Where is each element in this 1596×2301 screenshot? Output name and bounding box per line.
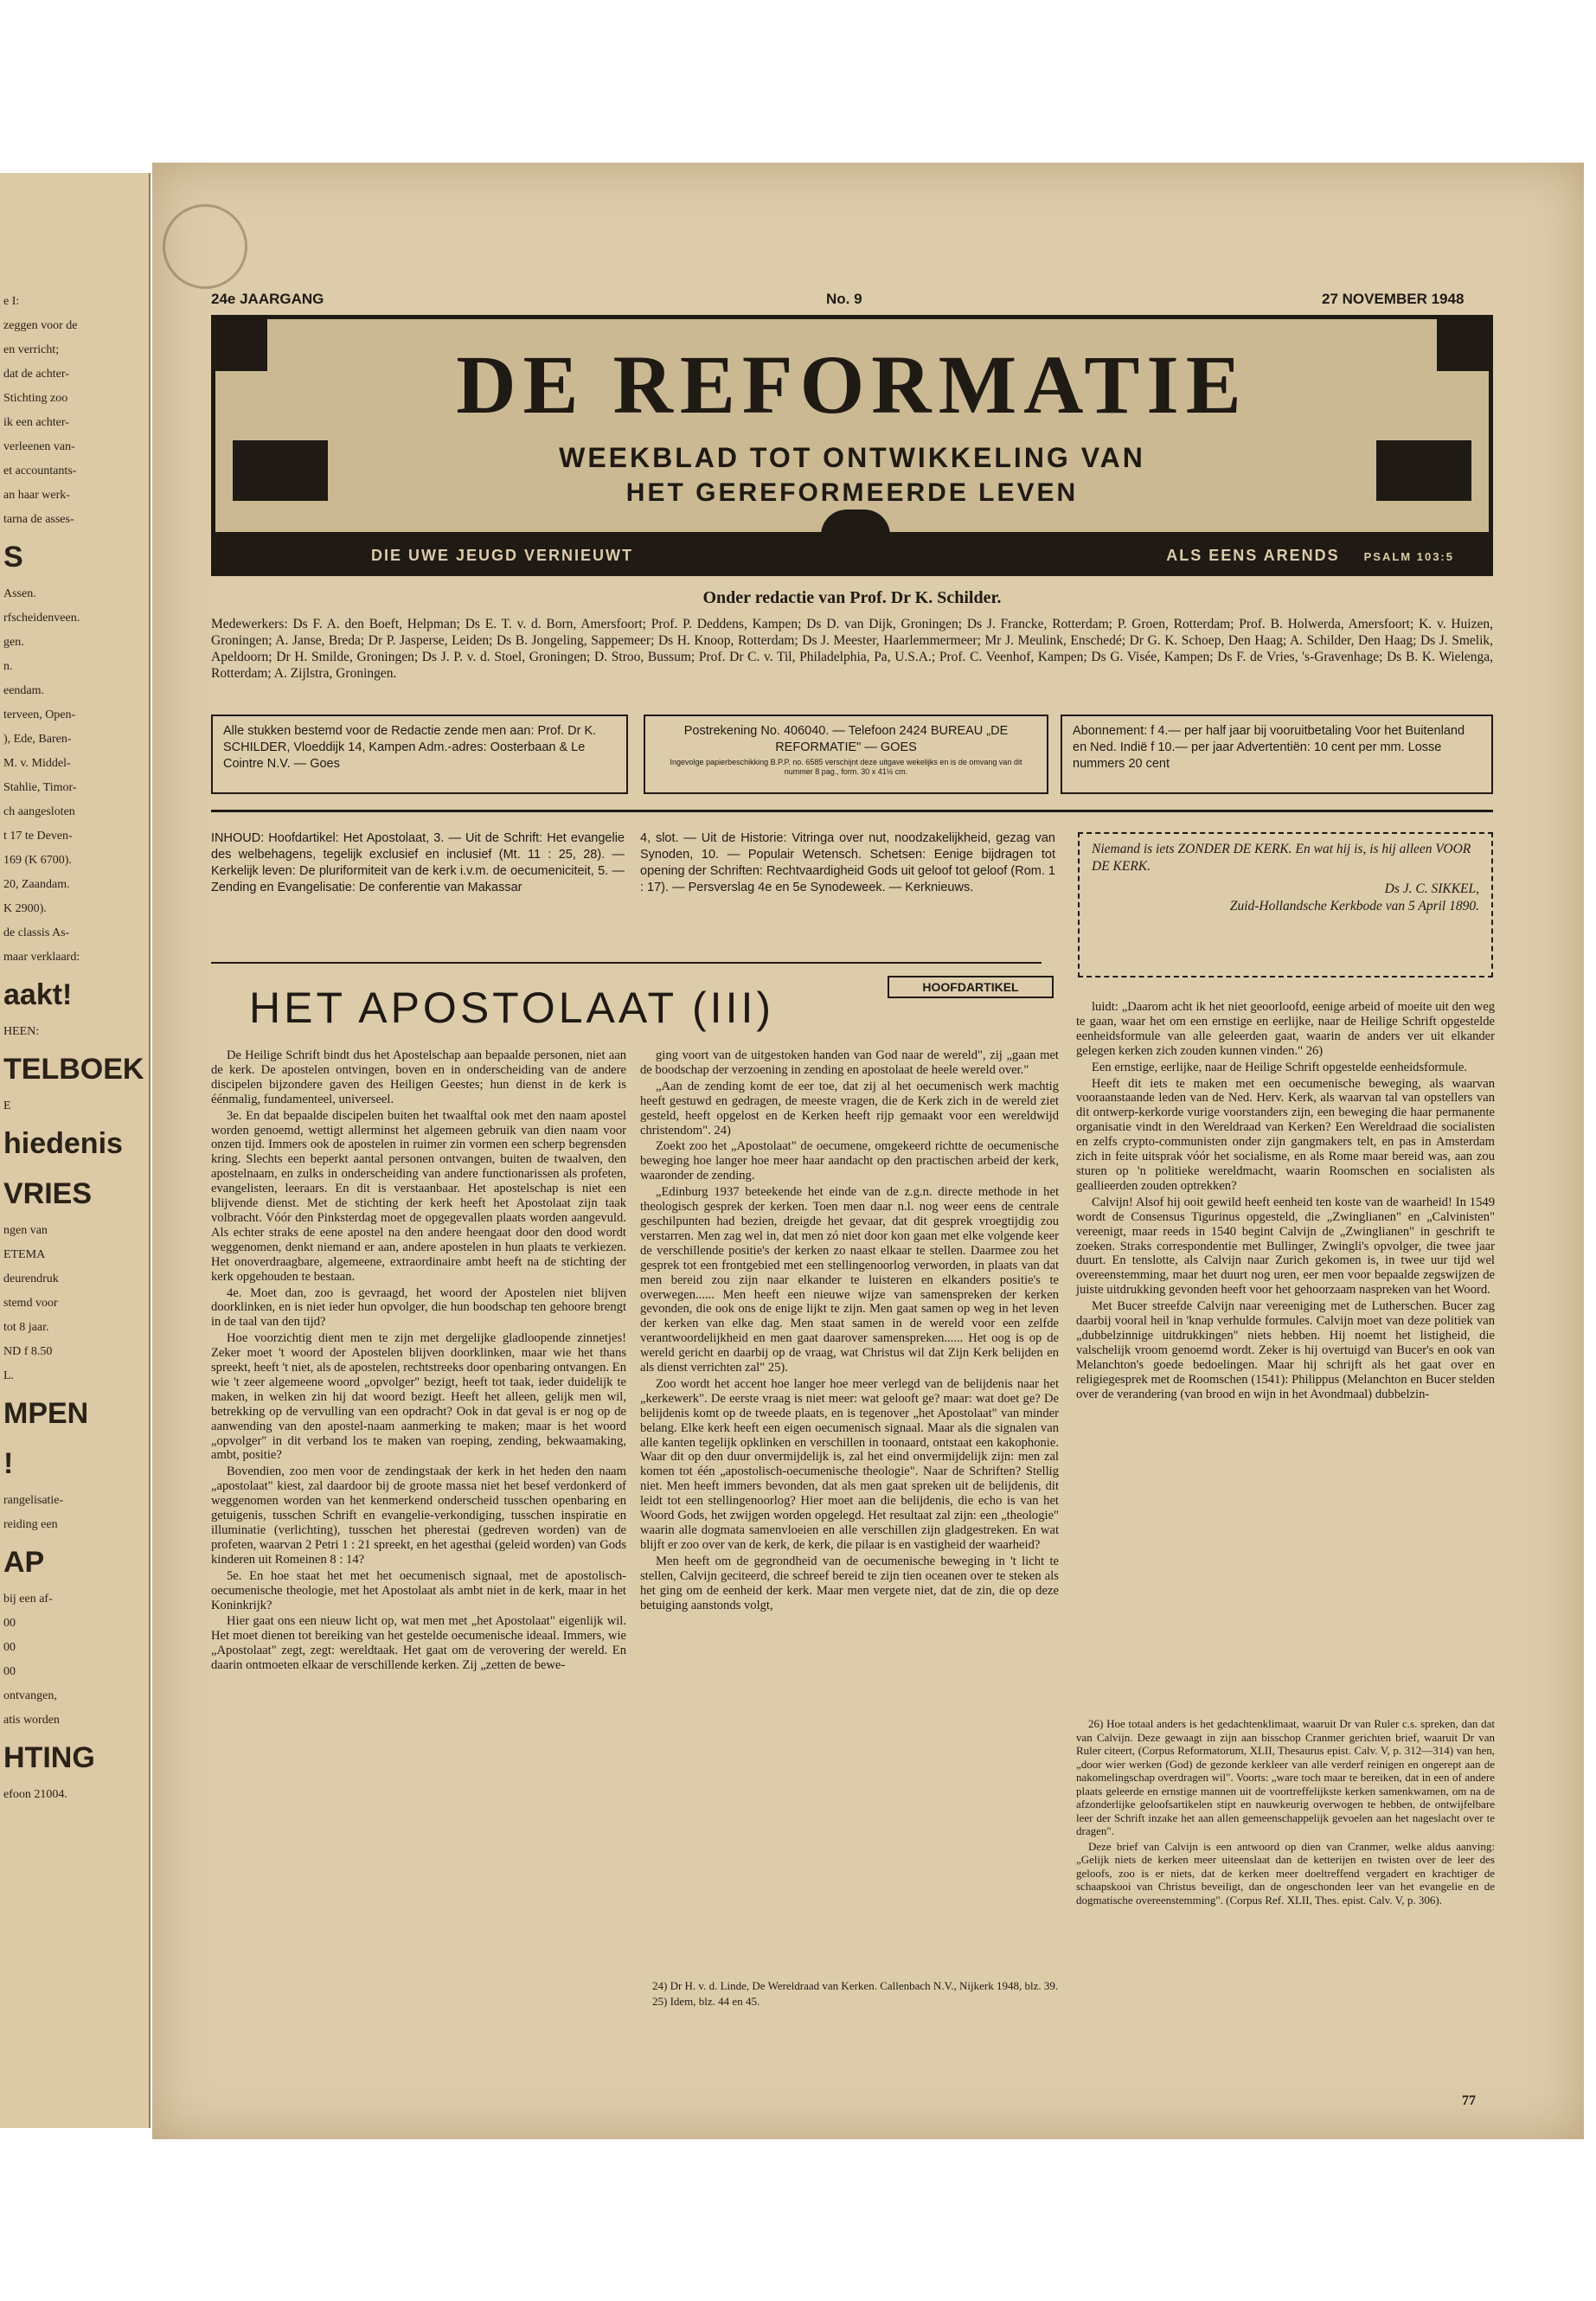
motto-right bbox=[1166, 547, 1454, 565]
article-paragraph: 5e. En hoe staat het met het oecumenisch signaal, met de apostolisch-oecumenische theologie, met het Apostolaat als ambt niet in de kerk, maar in het Koninkrijk? bbox=[211, 1568, 626, 1612]
edge-text-line: tarna de asses- bbox=[3, 513, 74, 526]
footnote: 25) Idem, blz. 44 en 45. bbox=[652, 1994, 760, 2008]
edge-text-line: rfscheidenveen. bbox=[3, 612, 80, 625]
article-column-3 bbox=[1076, 1000, 1495, 1403]
issue-date: 27 NOVEMBER 1948 bbox=[1322, 291, 1465, 307]
edge-text-line: hiedenis bbox=[3, 1127, 123, 1160]
quote-text: Niemand is iets ZONDER DE KERK. En wat hij is, is hij alleen VOOR DE KERK. bbox=[1092, 842, 1471, 874]
edge-text-line: 00 bbox=[3, 1641, 16, 1654]
masthead bbox=[211, 315, 1493, 576]
article-paragraph: 3e. En dat bepaalde discipelen buiten het twaalftal ook met den naam apostel worden genoemd, wettigt allerminst het algemeen gebruik van dien naam voor onzen tijd. Immers ook de apostelen in ruimer zin vormen een scherp begrensden kring. Slechts een beperkt aantal personen ontvangen, buiten de twaalven, den apostelnaam, en zulks in onderscheiding van andere functionarissen als profeten, evangelisten, leeraars. En dit is verstaanbaar. Het apostelschap is niet een blijvende dienst. Met de stichting der kerk heeft het Apostolaat zijn taak volbracht. Vóór den Pinksterdag moet de opgegevallen plaats worden aangevuld. Als echter straks de eene apostel na den andere heengaat door den dood wordt weggenomen, denkt niemand er aan, andere apostelen in hun plaats te verkiezen. Het onoverdraagbare, algemeene, extraordinaire ambt heeft na de stichting der kerk opgehouden te bestaan. bbox=[211, 1108, 626, 1284]
footnotes-column-3 bbox=[1076, 1717, 1495, 1908]
masthead-subtitle-2: HET GEREFORMEERDE LEVEN bbox=[625, 478, 1079, 507]
edge-text-line: ch aangesloten bbox=[3, 805, 75, 818]
edge-text-line: terveen, Open- bbox=[3, 708, 76, 721]
article-paragraph: Hier gaat ons een nieuw licht op, wat men met „het Apostolaat" eigenlijk wil. Het moet dienen tot bereiking van het gestelde oecumenische ideaal. Immers, wie „Apostolaat" zegt, zegt: wereldtaak. Het gaat om de verovering der wereld. En daarin ontmoeten elkaar de verschillende kerken. Zij „zetten de bewe- bbox=[211, 1614, 626, 1673]
edge-text-line: stemd voor bbox=[3, 1297, 58, 1310]
masthead-title: DE REFORMATIE bbox=[456, 338, 1248, 431]
contents-left: INHOUD: Hoofdartikel: Het Apostolaat, 3. — Uit de Schrift: Het evangelie des welbehagens, tegelijk exclusief en inclusief (Mt. 11 : 25, 28). — Kerkelijk leven: De pluriformiteit van de kerk i.v.m. de oecumeniciteit, 5. — Zending en Evangelisatie: De conferentie van Makassar bbox=[211, 831, 625, 894]
edge-text-line: reiding een bbox=[3, 1518, 58, 1531]
edge-text-line: e I: bbox=[3, 295, 20, 308]
edge-text-line: E bbox=[3, 1099, 11, 1112]
footnote: 24) Dr H. v. d. Linde, De Wereldraad van Kerken. Callenbach N.V., Nijkerk 1948, blz. 39. bbox=[652, 1979, 1059, 1992]
page-number: 77 bbox=[1462, 2093, 1476, 2108]
quote-source: Zuid-Hollandsche Kerkbode van 5 April 1890. bbox=[1229, 899, 1479, 913]
edge-text-line: S bbox=[3, 541, 23, 574]
footnotes-column-2 bbox=[640, 1979, 1059, 2009]
section-label: HOOFDARTIKEL bbox=[888, 976, 1054, 998]
divider-rule bbox=[211, 810, 1493, 812]
subscription-box: Abonnement: f 4.— per half jaar bij vooruitbetaling Voor het Buitenland en Ned. Indië f 10.— per jaar Advertentiën: 10 cent per mm. Losse nummers 20 cent bbox=[1061, 715, 1493, 794]
article-paragraph: „Edinburg 1937 beteekende het einde van de z.g.n. directe methode in het theologisch gesprek der kerken. Toen men daar n.l. nog weer eens de centrale geschilpunten had bezien, dreigde het gevaar, dat dit gesprek vroegtijdig zou verstarren. Men zag wel in, dat men zó niet door kon gaan met elke volgende keer de verschillende positie's der kerken zo naast elkaar te stellen. Daarmee zou het gesprek tot een frontgebied met een stellingenoorlog verworden, in plaats van dat men bereid zou zijn naar elkander te luisteren en elkanders positie's te overwegen...... Men heeft een nieuwe wijze van samenspreken der kerken gevonden, die ook ons de enige lijkt te zijn. Men gaat samen op weg in het leven der kerken van elke dag. Men staat samen in de wereld voor een zelfde verantwoordelijkheid en men gaat daarover samenspreken...... Het oog is op de wereld gericht en daarbij op de vraag, wat Christus wil dat Zijn Kerk belijden en als dienst verrichten zal" 25). bbox=[640, 1185, 1059, 1375]
edge-text-line: ontvangen, bbox=[3, 1689, 57, 1702]
edge-text-line: MPEN bbox=[3, 1397, 89, 1430]
editorial-address-box: Alle stukken bestemd voor de Redactie zende men aan: Prof. Dr K. SCHILDER, Vloeddijk 14, Kampen Adm.-adres: Oosterbaan & Le Cointre N.V. — Goes bbox=[211, 715, 628, 794]
article-paragraph: „Aan de zending komt de eer toe, dat zij al het oecumenisch werk machtig heeft gestuwd en gedragen, de meeste vragen, die de Kerk zich in de wereld ziet gesteld, heeft opgelost en de Kerken heeft rijp gemaakt voor een wereldwijd christendom". 24) bbox=[640, 1079, 1059, 1138]
quote-box bbox=[1078, 832, 1493, 977]
edge-text-line: AP bbox=[3, 1546, 45, 1579]
library-stamp bbox=[163, 204, 247, 289]
edge-text-line: t 17 te Deven- bbox=[3, 830, 73, 843]
postal-account-box bbox=[644, 715, 1048, 794]
edge-text-line: dat de achter- bbox=[3, 368, 69, 381]
article-paragraph: Calvijn! Alsof hij ooit gewild heeft eenheid ten koste van de waarheid! In 1549 wordt de Consensus Tigurinus opgesteld, die „Zwinglianen" en „Calvinisten" vereenigt, maar reeds in 1540 begint Calvijn de „Zwinglianen" in geschrift te zoeken. Straks correspondentie met Bullinger, Zwingli's opvolger, die twee jaar duurt. En tenslotte, als Calvijn naar Zurich gekomen is, in twee uur tijd wel overeenstemming, maar het duurt nog uren, eer men voor bepaalde zegswijzen de juiste uitdrukking gevonden heeft voor het gehoorzaam naspreken van het Woord. bbox=[1076, 1195, 1495, 1298]
article-column-2 bbox=[640, 1048, 1059, 1614]
quote-author: Ds J. C. SIKKEL, bbox=[1384, 881, 1479, 896]
edge-text-line: tot 8 jaar. bbox=[3, 1321, 49, 1334]
edge-text-line: maar verklaard: bbox=[3, 951, 80, 964]
edge-text-line: HEEN: bbox=[3, 1025, 40, 1038]
edge-text-line: en verricht; bbox=[3, 343, 60, 356]
edge-text-line: Stahlie, Timor- bbox=[3, 781, 77, 794]
volume-label: 24e JAARGANG bbox=[211, 291, 324, 307]
article-paragraph: Heeft dit iets te maken met een oecumenische beweging, als waarvan vooraanstaande leden van de Ned. Herv. Kerk, als waarvan tal van opstellers van dit ontwerp-kerkorde vurige voorstanders zijn, een beweging die haar permanente organisatie vindt in den Wereldraad van Kerken? Een Wereldraad die socialisten en zelfs crypto-communisten onder zijn gangmakers telt, en pas in Amsterdam zich in feite uitsprak vóór het socialisme, en als Rome maar bereid was, aan zou sturen op 'n politieke wereldmacht, waarin Roomschen en socialisten als geallieerden zouden optrekken? bbox=[1076, 1076, 1495, 1193]
editor-line: Onder redactie van Prof. Dr K. Schilder. bbox=[702, 588, 1002, 607]
edge-text-line: bij een af- bbox=[3, 1593, 53, 1606]
motto-right-text: ALS EENS ARENDS bbox=[1166, 547, 1340, 564]
edge-text-line: TELBOEK bbox=[3, 1053, 144, 1086]
edge-text-line: ngen van bbox=[3, 1224, 48, 1237]
edge-text-line: Assen. bbox=[3, 587, 36, 600]
edge-text-line: 20, Zaandam. bbox=[3, 878, 70, 891]
article-headline: HET APOSTOLAAT (III) bbox=[249, 984, 775, 1032]
article-paragraph: Met Bucer streefde Calvijn naar vereeniging met de Lutherschen. Bucer zag daarbij vooral heil in 'knap verhulde formules. Calvijn moet van deze politiek van „dubbelzinnige uitdrukkingen" niets hebben. Hij noemt het listigheid, die valschelijk vroom genoemd wordt. Zeker is hij overtuigd van Bucer's en ook van Melanchton's goede bedoelingen. Maar hij schrijft als het gaat over en religiegesprek met de Roomschen (1541): Philippus (Melanchton en Bucer stelden over de verandering (van brood en wijn in het Avondmaal) dubbelzin- bbox=[1076, 1299, 1495, 1401]
edge-text-line: an haar werk- bbox=[3, 489, 70, 502]
edge-text-line: zeggen voor de bbox=[3, 319, 78, 332]
edge-text-line: Stichting zoo bbox=[3, 392, 68, 405]
postal-account-text: Postrekening No. 406040. — Telefoon 2424 BUREAU „DE REFORMATIE" — GOES bbox=[683, 724, 1009, 754]
edge-text-line: et accountants- bbox=[3, 465, 77, 478]
previous-page-edge bbox=[0, 173, 151, 2128]
edge-text-line: 00 bbox=[3, 1665, 16, 1678]
article-paragraph: ging voort van de uitgestoken handen van God naar de wereld", zij „gaan met de boodschap der verzoening in zending en apostolaat de heele wereld over." bbox=[640, 1048, 1059, 1077]
edge-text-line: rangelisatie- bbox=[3, 1494, 64, 1507]
edge-text-line: ND f 8.50 bbox=[3, 1345, 53, 1358]
article-paragraph: De Heilige Schrift bindt dus het Apostelschap aan bepaalde personen, niet aan de kerk. De apostelen ontvingen, boven en in onderscheiding van de andere discipelen bijzondere gaven des Heiligen Geestes; hun dienst in de kerk is éénmalig, fundamenteel, universeel. bbox=[211, 1048, 626, 1106]
issue-number: No. 9 bbox=[826, 291, 862, 307]
motto-reference: PSALM 103:5 bbox=[1363, 550, 1454, 563]
edge-text-line: atis worden bbox=[3, 1714, 60, 1727]
edge-text-line: eendam. bbox=[3, 684, 45, 697]
edge-text-line: n. bbox=[3, 660, 13, 673]
edge-text-line: de classis As- bbox=[3, 926, 70, 939]
article-column-1 bbox=[211, 1048, 626, 1675]
divider-rule-2 bbox=[211, 962, 1042, 964]
edge-text-line: ETEMA bbox=[3, 1248, 46, 1261]
edge-text-line: 169 (K 6700). bbox=[3, 854, 72, 867]
edge-text-line: deurendruk bbox=[3, 1272, 59, 1285]
article-paragraph: Zoekt zoo het „Apostolaat" de oecumene, omgekeerd richtte de oecumenische beweging hoe langer hoe meer haar aandacht op den practischen arbeid der kerk, waaronder de zending. bbox=[640, 1139, 1059, 1183]
paper-permit-note: Ingevolge papierbeschikking B.P.P. no. 6585 verschijnt deze uitgave wekelijks en is de omvang van dit nummer 8 pag., form. 30 x 41½ cm. bbox=[670, 758, 1022, 776]
article-paragraph: Een ernstige, eerlijke, naar de Heilige Schrift opgestelde eenheidsformule. bbox=[1092, 1060, 1467, 1074]
edge-text-line: ! bbox=[3, 1447, 14, 1480]
edge-text-line: M. v. Middel- bbox=[3, 757, 71, 770]
footnote: 26) Hoe totaal anders is het gedachtenklimaat, waaruit Dr van Ruler c.s. spreken, dan dat van Calvijn. Deze gewaagt in zijn aan bisschop Cranmer gerichten brief, waaruit Dr van Ruler citeert, (Corpus Reformatorum, XLII, Thesaurus epist. Calv. V, p. 312—314) van hen, „door wier werken (God) de gezonde kerkleer van alle verderf reinigen en ongerept aan de nakomelingschap overdragen wil". Voorts: „ware toch maar te bereiken, dat in een of andere plaats geleerde en ernstige mannen uit de voortreffelijkste kerken samenkwamen, om na de afzonderlijke geloofsartikelen stipt en nauwkeurig overwogen te hebben, de ontwijfelbare leer der Schrift inzake het aan allen gemeenschappelijk gevoelen aan het nageslacht over te dragen". bbox=[1076, 1717, 1495, 1837]
article-paragraph: luidt: „Daarom acht ik het niet geoorloofd, eenige arbeid of moeite uit den weg te gaan, waar het om een ernstige en eerlijke, naar de Heilige Schrift opgestelde eenheidsformule van alle geleerden gaat, waarin de anders ver uit elkander gelegen kerken zich zouden kunnen vinden." 26) bbox=[1076, 1000, 1495, 1058]
edge-text-line: L. bbox=[3, 1369, 15, 1382]
edge-text-line: ik een achter- bbox=[3, 416, 69, 429]
article-paragraph: Bovendien, zoo men voor de zendingstaak der kerk in het heden den naam „apostolaat" kiest, zal daardoor bij de groote massa niet het besef verdonkerd of weggenomen worden van het kenmerkend onderscheid tusschen openbaring en getuigenis, tusschen Schrift en evangelie-verkondiging, tusschen inspiratie en illuminatie (verlichting), tusschen het pherestai (gedreven worden) van de profeten, waarvan 2 Petri 1 : 21 spreekt, en het agesthai (geleid worden) van Gods kinderen uit Romeinen 8 : 14? bbox=[211, 1465, 626, 1567]
edge-text-line: efoon 21004. bbox=[3, 1788, 67, 1801]
footnote: Deze brief van Calvijn is een antwoord op dien van Cranmer, welke aldus aanving: „Gelijk niets de kerken meer uiteenslaat dan de ketterijen en twisten over de leer des geloofs, zoo is er niets, dat de kerken meer doeltreffend vergadert en krachtiger de schaapskooi van Christus beveiligt, dan de ongeschonden leer van het evangelie en de dogmatische overeenstemming". (Corpus Ref. XLII, Thes. epist. Calv. V, p. 306). bbox=[1076, 1839, 1495, 1907]
edge-text-line: aakt! bbox=[3, 978, 73, 1011]
article-paragraph: Men heeft om de gegrondheid van de oecumenische beweging in 't licht te stellen, Calvijn geciteerd, die schreef bereid te zijn tien oceanen over te steken als het ging om de eenheid der kerk. Maar men vergete niet, dat de zin, die op deze betuiging aanstonds volgt, bbox=[640, 1554, 1059, 1612]
edge-text-line: gen. bbox=[3, 636, 24, 649]
edge-text-line: verleenen van- bbox=[3, 440, 75, 453]
edge-text-line: 00 bbox=[3, 1617, 16, 1630]
contents-right: 4, slot. — Uit de Historie: Vitringa over nut, noodzakelijkheid, gezag van Synoden, 10. — Populair Wetensch. Schetsen: Eenige bijdragen tot opening der Schriften: Rechtvaardigheid Gods uit geloof tot geloof (Rom. 1 : 17). — Persverslag 4e en 5e Synodeweek. — Kerknieuws. bbox=[640, 831, 1055, 894]
edge-text-line: K 2900). bbox=[3, 902, 47, 915]
edge-text-line: HTING bbox=[3, 1741, 95, 1774]
motto-left: DIE UWE JEUGD VERNIEUWT bbox=[371, 547, 634, 564]
edge-text-line: VRIES bbox=[3, 1177, 93, 1210]
article-paragraph: Hoe voorzichtig dient men te zijn met dergelijke gladloopende zinnetjes! Zeker moet 't woord der Apostelen blijven doorklinken, maar wie het thans spreekt, heeft 't niet, als de apostelen, rechtstreeks door openbaring ontvangen. En wie 't zeer algemeene woord „opvolger" bezigt, heeft tot taak, ieder duidelijk te maken, in welken zin hij dat woord bezigt. Heeft het alleen, gelijk men wil, betrekking op de vervulling van een opdracht? Ook in dat geval is er nog op de aanwending van den apostel-naam aanmerking te maken; maar is het woord „opvolger" in dit verband los te maken van roeping, zending, bekwaamaking, ambt, positie? bbox=[211, 1331, 626, 1463]
article-paragraph: 4e. Moet dan, zoo is gevraagd, het woord der Apostelen niet blijven doorklinken, en is niet ieder hun opvolger, die hun boodschap ten gehoore brengt in de taal van den tijd? bbox=[211, 1285, 626, 1330]
masthead-subtitle-1: WEEKBLAD TOT ONTWIKKELING VAN bbox=[559, 442, 1145, 473]
contributors-list: Medewerkers: Ds F. A. den Boeft, Helpman; Ds E. T. v. d. Born, Amersfoort; Prof. P. Deddens, Kampen; Ds D. van Dijk, Groningen; Ds J. Francke, Rotterdam; P. Groen, Rotterdam; Prof. B. Holwerda, Amersfoort; K. v. Huizen, Groningen; A. Janse, Breda; Dr P. Jasperse, Leiden; Ds B. Jongeling, Sappemeer; Ds H. Knoop, Rotterdam; Ds J. Meester, Haarlemmermeer; Mr J. Meulink, Enschedé; Dr G. K. Schoep, Den Haag; A. Schilder, Den Haag; Ds J. Smelik, Apeldoorn; Dr H. Smilde, Groningen; Ds J. P. v. d. Stoel, Groningen; D. Stroo, Bussum; Prof. Dr C. v. Til, Philadelphia, Pa, U.S.A.; Prof. C. Veenhof, Kampen; Ds G. Visée, Kampen; Ds F. de Vries, 's-Gravenhage; Ds B. K. Wielenga, Rotterdam; A. Zijlstra, Groningen. bbox=[211, 617, 1493, 681]
article-paragraph: Zoo wordt het accent hoe langer hoe meer verlegd van de belijdenis naar het „kerkewerk". De eerste vraag is niet meer: wat gelooft ge? maar: wat doet ge? De belijdenis komt op de tweede plaats, en is tegenover „het Apostolaat" van minder belang. Elke kerk heeft een eigen oecumenisch signaal. Maar als die signalen van alle kanten tegelijk opklinken en verschillen in toonaard, ontstaat een kakophonie. Waar dit op den duur onvermijdelijk is, zal het eind onvermijdelijk zijn: men zal komen tot één „apostolisch-oecumenische theologie". Naar de Schriften? Stellig niet. Men heeft immers bevonden, dat als men gaat spreken uit de belijdenis, dit leidt tot een stellingenoorlog? Hier moet aan die belijdenis, die echo is van het Woord Gods, het zwijgen worden opgelegd. Het resultaat zal zijn: een „theologie" waarin alle dogmata samenvloeien en alle verschillen zijn gladgestreken. En wat blijft er zoo over van de kerk, de kerk, die pilaar is en vastigheid der waarheid? bbox=[640, 1376, 1059, 1552]
edge-text-line: ), Ede, Baren- bbox=[3, 733, 72, 746]
